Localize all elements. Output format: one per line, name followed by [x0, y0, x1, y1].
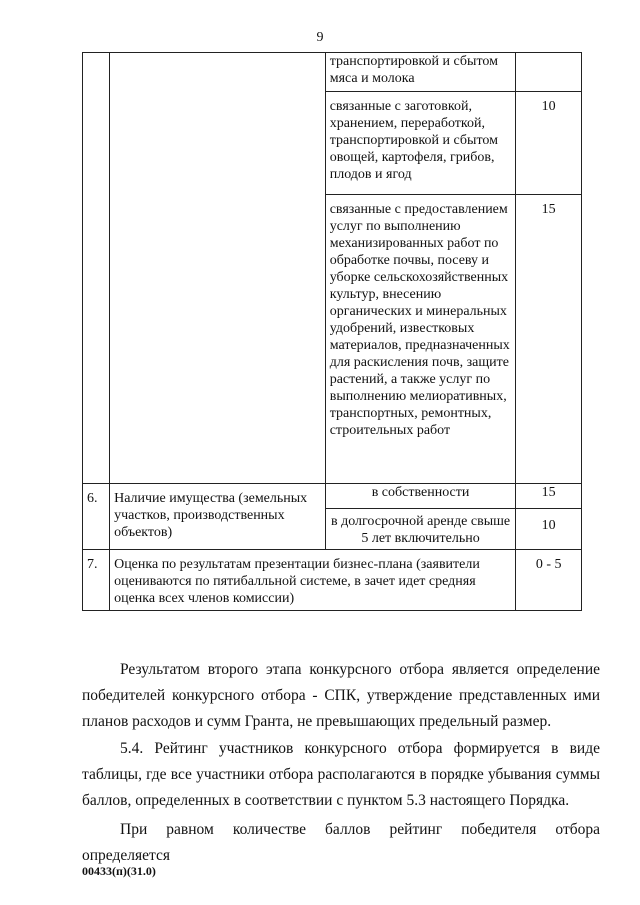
table-cell-score: 10 — [516, 509, 582, 550]
page-number: 9 — [316, 30, 324, 45]
table-cell-score: 15 — [516, 484, 582, 509]
document-code: 00433(п)(31.0) — [82, 864, 156, 878]
table-cell-number: 7. — [83, 550, 110, 611]
table-cell-condition: связанные с заготовкой, хранением, переработкой, транспортировкой и сбытом овощей, картофеля, грибов, плодов и ягод — [325, 92, 516, 195]
table-cell-condition: в собственности — [325, 484, 516, 509]
table-cell-number: 6. — [83, 484, 110, 550]
body-paragraph: 5.4. Рейтинг участников конкурсного отбора формируется в виде таблицы, где все участники отбора располагаются в порядке убывания суммы баллов, определенных в соответствии с пунктом 5.3 настоящего Порядка. — [82, 740, 600, 809]
table-cell-score — [516, 53, 582, 92]
table-cell-number — [83, 53, 110, 484]
body-paragraph: Результатом второго этапа конкурсного отбора является определение победителей конкурсного отбора - СПК, утверждение представленных ими планов расходов и сумм Гранта, не превышающих предельный размер. — [82, 661, 600, 730]
table-cell-criterion: Оценка по результатам презентации бизнес-плана (заявители оцениваются по пятибалльной системе, в зачет идет средняя оценка всех членов комиссии) — [110, 550, 516, 611]
table-row — [83, 484, 582, 509]
table-row — [83, 53, 582, 92]
table-cell-condition: транспортировкой и сбытом мяса и молока — [325, 53, 516, 92]
table-cell-condition: в долгосрочной аренде свыше 5 лет включительно — [325, 509, 516, 550]
criteria-table — [82, 52, 582, 611]
table-cell-score: 10 — [516, 92, 582, 195]
table-cell-criterion: Наличие имущества (земельных участков, производственных объектов) — [110, 484, 326, 550]
table-cell-criterion — [110, 53, 326, 484]
table-cell-score: 0 - 5 — [516, 550, 582, 611]
table-cell-condition: связанные с предоставлением услуг по выполнению механизированных работ по обработке почвы, посеву и уборке сельскохозяйственных культур, внесению органических и минеральных удобрений, известковых материалов, предназначенных для раскисления почв, защите растений, а также услуг по выполнению мелиоративных, транспортных, ремонтных, строительных работ — [325, 195, 516, 484]
body-paragraph: При равном количестве баллов рейтинг победителя отбора определяется — [82, 821, 600, 864]
table-row — [83, 550, 582, 611]
table-cell-score: 15 — [516, 195, 582, 484]
